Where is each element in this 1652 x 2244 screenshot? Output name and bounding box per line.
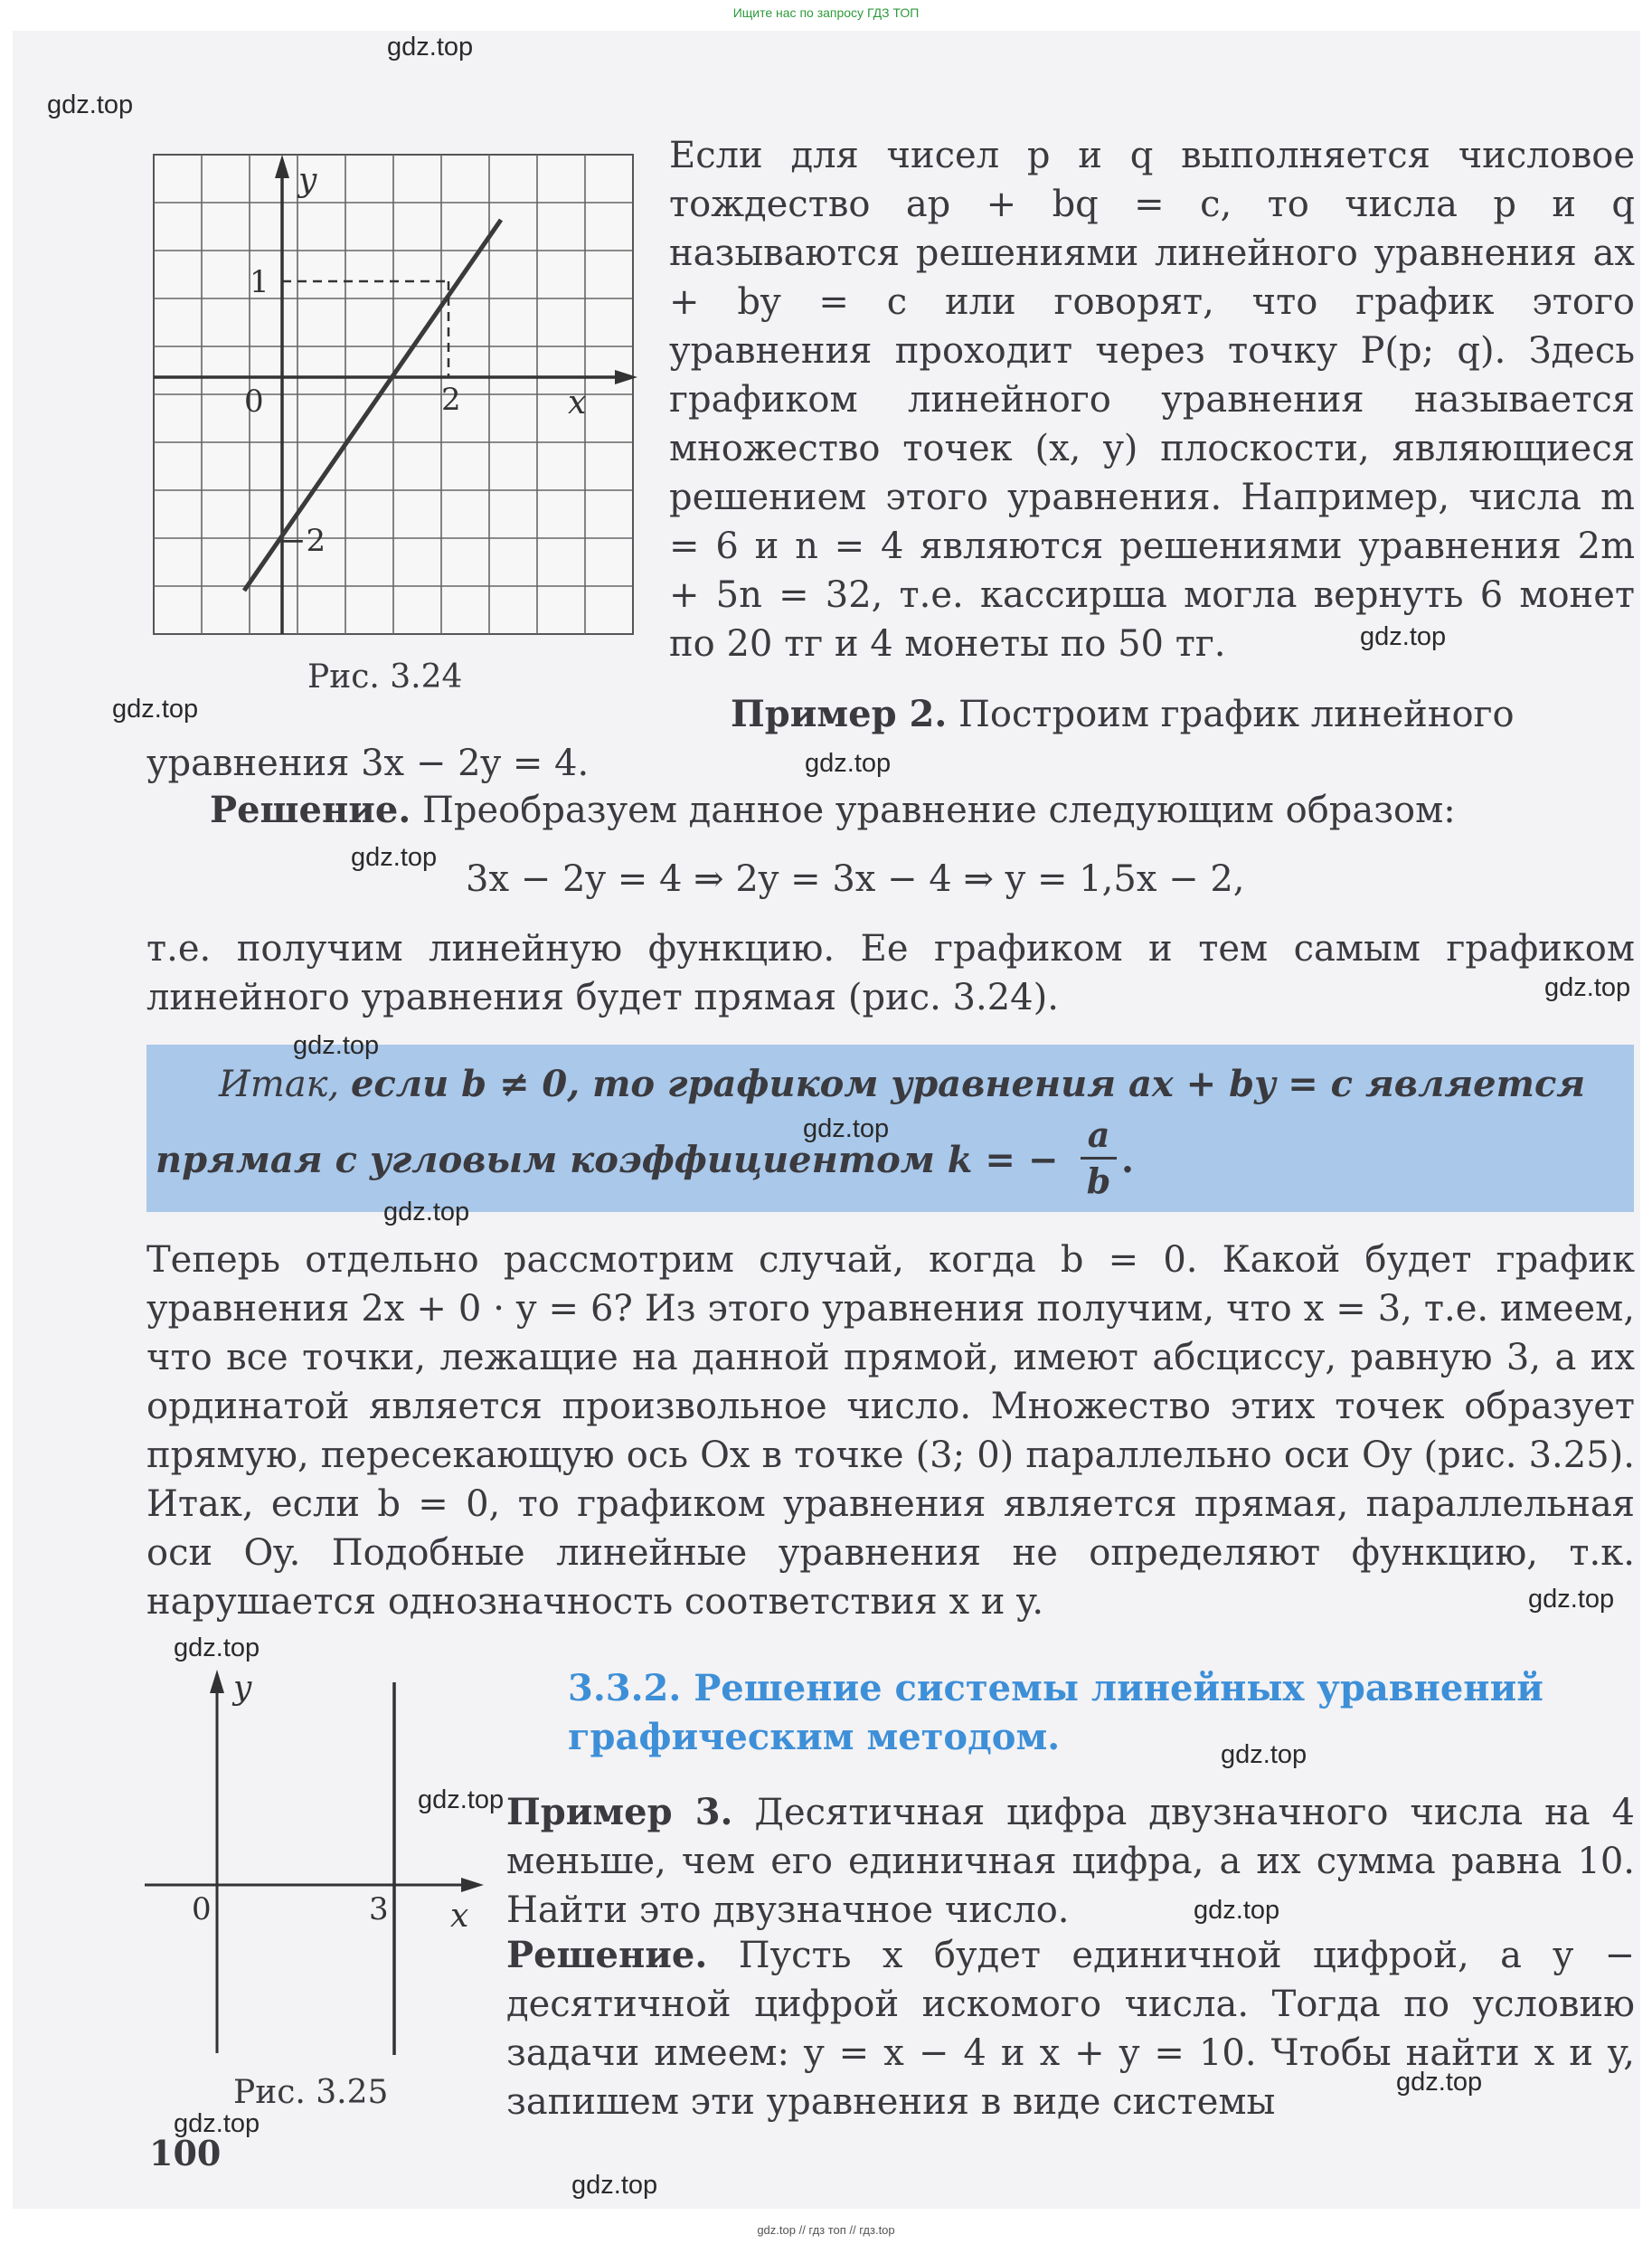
fig324-tick-ym2: −2 [280, 523, 326, 559]
solution-2-text: Пусть x будет единичной цифрой, а y − десятичной цифрой искомого числа. Тогда по условию задачи имеем: y = x − 4 и x + y = 10. Чтобы найти x и y, запишем эти уравнения в виде системы [506, 1935, 1636, 2123]
example-2-line [731, 690, 1635, 739]
fig325-tick-x3: 3 [369, 1891, 389, 1927]
slope-fraction [1081, 1114, 1117, 1201]
watermark: gdz.top [1396, 2068, 1483, 2097]
fraction-bar [1081, 1157, 1117, 1160]
figure-3-24 [145, 147, 651, 654]
solution-1-formula: 3x − 2y = 4 ⇒ 2y = 3x − 4 ⇒ y = 1,5x − 2, [466, 858, 1245, 900]
page-number: 100 [149, 2133, 222, 2173]
fig324-origin: 0 [244, 383, 264, 420]
watermark: gdz.top [383, 1198, 470, 1226]
watermark: gdz.top [47, 90, 134, 119]
example-2-text: Построим график линейного [958, 694, 1515, 735]
watermark: gdz.top [112, 695, 199, 724]
footer-banner: gdz.top // гдз топ // гдз.top [757, 2223, 895, 2237]
fig325-y-label: y [233, 1670, 252, 1707]
solution-1-line [210, 786, 1456, 835]
box-line-1-prefix: Итак, [219, 1064, 340, 1105]
solution-2-label: Решение. [506, 1934, 708, 1976]
fraction-denominator: b [1086, 1160, 1111, 1201]
example-3 [506, 1788, 1635, 1935]
paragraph-1 [669, 131, 1635, 668]
fig324-tick-x2: 2 [441, 382, 461, 418]
fig324-caption: Рис. 3.24 [307, 658, 463, 696]
watermark: gdz.top [293, 1031, 380, 1060]
solution-1-after: т.е. получим линейную функцию. Ее графиком и тем самым графиком линейного уравнения будет прямая (рис. 3.24). [146, 928, 1635, 1018]
figure-3-25 [136, 1664, 506, 2062]
watermark: gdz.top [387, 33, 474, 62]
watermark: gdz.top [803, 1114, 890, 1143]
watermark: gdz.top [418, 1785, 505, 1814]
box-line-2-text: прямая с угловым коэффициентом k = − [156, 1139, 1059, 1181]
fig325-caption: Рис. 3.25 [233, 2074, 389, 2111]
top-banner: Ищите нас по запросу ГДЗ ТОП [732, 5, 920, 20]
fig324-tick-y1: 1 [250, 264, 269, 300]
example-3-text: Десятичная цифра двузначного числа на 4 меньше, чем его единичная цифра, а их сумма равна 10. Найти это двузначное число. [506, 1792, 1635, 1931]
solution-1-label: Решение. [210, 789, 411, 831]
watermark: gdz.top [1544, 973, 1631, 1002]
fraction-end: . [1121, 1139, 1134, 1181]
example-3-label: Пример 3. [506, 1791, 733, 1833]
watermark: gdz.top [1221, 1740, 1307, 1769]
fig325-x-label: x [450, 1898, 469, 1935]
watermark: gdz.top [174, 2109, 260, 2138]
paragraph-1-text: Если для чисел p и q выполняется числовое тождество ap + bq = c, то числа p и q называются решениями линейного уравнения ax + by = c или говорят, что график этого уравнения проходит через точку P(p; q). Здесь графиком линейного уравнения называется множество точек (x, y) плоскости, являющиеся решением этого уравнения. Например, числа m = 6 и n = 4 являются решениями уравнения 2m + 5n = 32, т.е. кассирша могла вернуть 6 монет по 20 тг и 4 монеты по 50 тг. [669, 135, 1635, 665]
fig324-y-label: y [298, 162, 317, 199]
example-2-continuation: уравнения 3x − 2y = 4. [146, 743, 590, 784]
watermark: gdz.top [1528, 1585, 1615, 1614]
fraction-numerator: a [1087, 1114, 1110, 1155]
box-line-1 [219, 1063, 1585, 1105]
watermark: gdz.top [174, 1633, 260, 1662]
watermark: gdz.top [1360, 622, 1447, 651]
section-heading: 3.3.2. Решение системы линейных уравнений графическим методом. [568, 1667, 1543, 1758]
watermark: gdz.top [351, 843, 438, 872]
box-line-1-rest: если b ≠ 0, то графиком уравнения ax + by = c является [350, 1063, 1586, 1105]
definition-box [146, 1045, 1634, 1212]
box-line-2 [156, 1139, 1058, 1181]
paragraph-2: Теперь отдельно рассмотрим случай, когда b = 0. Какой будет график уравнения 2x + 0 · y = 6? Из этого уравнения получим, что x = 3, т.е. имеем, что все точки, лежащие на данной прямой, имеют абсциссу, равную 3, а их ординатой является произвольное число. Множество этих точек образует прямую, пересекающую ось Ox в точке (3; 0) параллельно оси Oy (рис. 3.25). Итак, если b = 0, то графиком уравнения является прямая, параллельная оси Oy. Подобные линейные уравнения не определяют функцию, т.к. нарушается однозначность соответствия x и y. [146, 1239, 1635, 1623]
fig325-origin: 0 [192, 1891, 212, 1927]
watermark: gdz.top [1194, 1896, 1280, 1925]
solution-1-text: Преобразуем данное уравнение следующим образом: [422, 790, 1456, 831]
watermark: gdz.top [805, 749, 892, 778]
watermark: gdz.top [571, 2171, 658, 2200]
fig324-x-label: x [568, 384, 587, 421]
example-2-label: Пример 2. [731, 693, 948, 735]
